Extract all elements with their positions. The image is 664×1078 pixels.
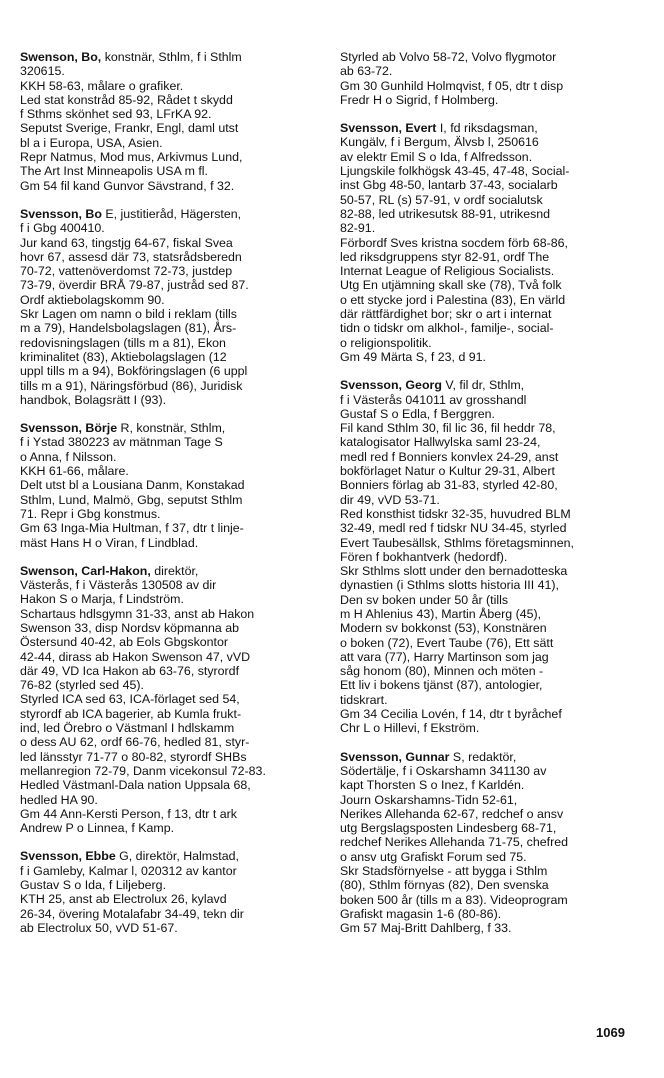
entry-text: mellanregion 72-79, Danm vicekonsul 72-83.	[20, 763, 266, 778]
entry-line	[20, 750, 320, 764]
entry-text: G, direktör, Halmstad,	[115, 849, 239, 864]
entry-line	[340, 893, 645, 907]
entry-line	[340, 221, 645, 235]
entry-line	[20, 79, 320, 93]
entry-text: (80), Sthlm förnyas (82), Den svenska	[340, 878, 549, 893]
entry-line	[340, 521, 645, 535]
entry-text: 26-34, övering Motalafabr 34-49, tekn dir	[20, 906, 244, 921]
entry-text: Gm 63 Inga-Mia Hultman, f 37, dtr t linje-	[20, 521, 244, 536]
entry-line	[20, 907, 320, 921]
entry-line	[340, 807, 645, 821]
entry-text: av elektr Emil S o Ida, f Alfredsson.	[340, 149, 533, 164]
entry-line	[340, 507, 645, 521]
entry-text: inst Gbg 48-50, lantarb 37-43, socialarb	[340, 178, 558, 193]
entry-line	[20, 150, 320, 164]
entry-line	[20, 278, 320, 292]
biography-entry	[20, 564, 320, 836]
entry-text: Hedled Västmanl-Dala nation Uppsala 68,	[20, 778, 251, 793]
entry-line	[20, 93, 320, 107]
entry-text: 70-72, vattenöverdomst 72-73, justdep	[20, 264, 233, 279]
entry-text: Skr Sthlms slott under den bernadotteska	[340, 564, 568, 579]
biography-entry	[340, 50, 645, 107]
entry-text: Chr L o Hillevi, f Ekström.	[340, 721, 480, 736]
entry-line	[340, 264, 645, 278]
entry-text: medl red f Bonniers konvlex 24-29, anst	[340, 449, 559, 464]
entry-text: Skr Stadsförnyelse - att bygga i Sthlm	[340, 864, 548, 879]
entry-line	[20, 578, 320, 592]
entry-line	[20, 849, 320, 863]
entry-text: Gm 54 fil kand Gunvor Sävstrand, f 32.	[20, 178, 235, 193]
entry-line	[20, 478, 320, 492]
entry-line	[340, 236, 645, 250]
entry-text: bokförlaget Natur o Kultur 29-31, Albert	[340, 464, 555, 479]
entry-line	[340, 79, 645, 93]
right-column	[340, 50, 645, 950]
entry-line	[20, 450, 320, 464]
entry-text: mäst Hans H o Viran, f Lindblad.	[20, 535, 199, 550]
entry-text: Fil kand Sthlm 30, fil lic 36, fil heddr 78,	[340, 421, 556, 436]
entry-text: 82-88, led utrikesutsk 88-91, utrikesnd	[340, 206, 551, 221]
entry-line	[340, 564, 645, 578]
entry-text: utg Bergslagsposten Lindesberg 68-71,	[340, 821, 557, 836]
entry-text: 76-82 (styrled sed 45).	[20, 678, 144, 693]
biography-entry	[340, 378, 645, 735]
entry-text: Västerås, f i Västerås 130508 av dir	[20, 578, 217, 593]
entry-text: 50-57, RL (s) 57-91, v ordf socialutsk	[340, 192, 543, 207]
entry-text: 42-44, dirass ab Hakon Swenson 47, vVD	[20, 649, 251, 664]
entry-text: Kungälv, f i Bergum, Älvsb l, 250616	[340, 135, 539, 150]
entry-line	[20, 421, 320, 435]
entry-text: Jur kand 63, tingstjg 64-67, fiskal Svea	[20, 235, 233, 250]
entry-text: Journ Oskarshamns-Tidn 52-61,	[340, 792, 518, 807]
entry-text: redovisningslagen (tills m a 81), Ekon	[20, 335, 226, 350]
biography-entry	[20, 207, 320, 407]
entry-text: led riksdgruppens styr 82-91, ordf The	[340, 249, 550, 264]
entry-line	[20, 250, 320, 264]
entry-text: Gm 57 Maj-Britt Dahlberg, f 33.	[340, 921, 512, 936]
entry-text: tills m a 91), Näringsförbud (86), Juridisk	[20, 378, 243, 393]
entry-line	[20, 336, 320, 350]
biography-entry	[20, 421, 320, 550]
entry-line	[340, 50, 645, 64]
entry-line	[340, 721, 645, 735]
entry-line	[340, 93, 645, 107]
entry-line	[340, 164, 645, 178]
entry-line	[340, 550, 645, 564]
entry-text: bl a i Europa, USA, Asien.	[20, 135, 163, 150]
entry-line	[20, 807, 320, 821]
entry-line	[20, 393, 320, 407]
entry-text: o religionspolitik.	[340, 335, 432, 350]
entry-text: o ansv utg Grafiskt Forum sed 75.	[340, 849, 527, 864]
entry-name: Svensson, Evert	[340, 121, 437, 136]
entry-line	[340, 393, 645, 407]
entry-text: direktör,	[150, 563, 199, 578]
entry-line	[340, 450, 645, 464]
entry-text: KTH 25, anst ab Electrolux 26, kylavd	[20, 892, 227, 907]
entry-text: såg honom (80), Minnen och möten -	[340, 664, 544, 679]
entry-line	[340, 207, 645, 221]
entry-text: redchef Nerikes Allehanda 71-75, chefred	[340, 835, 568, 850]
entry-text: Sthlm, Lund, Malmö, Gbg, seputst Sthlm	[20, 492, 243, 507]
entry-line	[20, 50, 320, 64]
entry-text: Seputst Sverige, Frankr, Engl, daml utst	[20, 121, 239, 136]
entry-name: Svensson, Börje	[20, 421, 118, 436]
entry-text: Den sv boken under 50 år (tills	[340, 592, 509, 607]
entry-text: Swenson 33, disp Nordsv köpmanna ab	[20, 620, 240, 635]
entry-line	[340, 135, 645, 149]
entry-text: Gm 44 Ann-Kersti Person, f 13, dtr t ark	[20, 806, 237, 821]
entry-line	[340, 578, 645, 592]
entry-line	[340, 178, 645, 192]
entry-text: Styrled ICA sed 63, ICA-förlaget sed 54,	[20, 692, 240, 707]
entry-text: tidn o tidskr om alkhol-, familje-, social-	[340, 321, 554, 336]
entry-name: Svensson, Bo	[20, 206, 102, 221]
entry-line	[340, 64, 645, 78]
entry-line	[340, 636, 645, 650]
entry-line	[340, 593, 645, 607]
entry-text: Fredr H o Sigrid, f Holmberg.	[340, 92, 499, 107]
entry-text: Skr Lagen om namn o bild i reklam (tills	[20, 307, 237, 322]
biography-entry	[340, 121, 645, 364]
entry-text: styrordf ab ICA bagerier, ab Kumla frukt-	[20, 706, 242, 721]
entry-text: Hakon S o Marja, f Lindström.	[20, 592, 184, 607]
entry-text: Styrled ab Volvo 58-72, Volvo flygmotor	[340, 50, 557, 64]
entry-text: m a 79), Handelsbolagslagen (81), Års-	[20, 321, 237, 336]
entry-text: Förbordf Sves kristna socdem förb 68-86,	[340, 235, 568, 250]
entry-text: 32-49, medl red f tidskr NU 34-45, styrled	[340, 521, 567, 536]
biography-entry	[340, 750, 645, 936]
entry-text: handbok, Bolagsrätt I (93).	[20, 392, 167, 407]
entry-text: att vara (77), Harry Martinson som jag	[340, 649, 549, 664]
entry-text: R, konstnär, Sthlm,	[117, 421, 226, 436]
entry-text: I, fd riksdagsman,	[436, 121, 538, 136]
entry-line	[340, 921, 645, 935]
entry-line	[20, 721, 320, 735]
entry-text: Ett liv i bokens tjänst (87), antologier,	[340, 678, 543, 693]
entry-line	[20, 778, 320, 792]
entry-text: Gustaf S o Edla, f Berggren.	[340, 406, 495, 421]
entry-line	[20, 507, 320, 521]
entry-text: katalogisator Hallwylska saml 23-24,	[340, 435, 541, 450]
entry-line	[20, 179, 320, 193]
entry-line	[20, 664, 320, 678]
entry-text: hovr 67, assesd där 73, statsrådsberedn	[20, 249, 242, 264]
entry-text: Internat League of Religious Socialists.	[340, 264, 555, 279]
entry-line	[20, 207, 320, 221]
entry-line	[340, 778, 645, 792]
entry-text: Repr Natmus, Mod mus, Arkivmus Lund,	[20, 150, 243, 165]
entry-line	[20, 735, 320, 749]
entry-text: Gm 30 Gunhild Holmqvist, f 05, dtr t disp	[340, 78, 564, 93]
entry-line	[20, 692, 320, 706]
entry-line	[340, 650, 645, 664]
entry-text: dir 49, vVD 53-71.	[340, 492, 440, 507]
entry-line	[20, 64, 320, 78]
entry-line	[340, 421, 645, 435]
entry-text: uppl tills m a 94), Bokföringslagen (6 uppl	[20, 364, 248, 379]
entry-line	[20, 435, 320, 449]
entry-text: Gm 49 Märta S, f 23, d 91.	[340, 349, 487, 364]
entry-text: ab 63-72.	[340, 64, 393, 79]
entry-line	[340, 407, 645, 421]
entry-line	[340, 878, 645, 892]
entry-name: Svensson, Ebbe	[20, 849, 116, 864]
entry-text: Södertälje, f i Oskarshamn 341130 av	[340, 763, 547, 778]
entry-line	[20, 136, 320, 150]
entry-text: ind, led Örebro o Västmanl I hdlskamm	[20, 721, 235, 736]
entry-text: boken 500 år (tills m a 83). Videoprogram	[340, 892, 568, 907]
entry-line	[20, 293, 320, 307]
entry-line	[340, 378, 645, 392]
entry-text: kapt Thorsten S o Inez, f Karldén.	[340, 778, 525, 793]
entry-line	[340, 707, 645, 721]
entry-line	[20, 121, 320, 135]
entry-text: E, justitieråd, Hägersten,	[101, 206, 242, 221]
entry-name: Svensson, Georg	[340, 378, 442, 393]
entry-line	[20, 764, 320, 778]
entry-line	[20, 236, 320, 250]
entry-line	[20, 621, 320, 635]
entry-text: dynastien (i Sthlms slotts historia III 41),	[340, 578, 559, 593]
entry-line	[20, 878, 320, 892]
entry-text: Nerikes Allehanda 62-67, redchef o ansv	[340, 806, 564, 821]
entry-text: o boken (72), Evert Taube (76), Ett sätt	[340, 635, 554, 650]
entry-line	[340, 478, 645, 492]
entry-text: där 49, VD Ica Hakon ab 63-76, styrordf	[20, 663, 240, 678]
entry-text: Östersund 40-42, ab Eols Gbgskontor	[20, 635, 229, 650]
entry-text: 320615.	[20, 64, 65, 79]
entry-text: där rättfärdighet bor; skr o art i internat	[340, 307, 552, 322]
entry-text: f Sthms skönhet sed 93, LFrKA 92.	[20, 107, 212, 122]
entry-text: Delt utst bl a Lousiana Danm, Konstakad	[20, 478, 245, 493]
entry-line	[340, 493, 645, 507]
entry-line	[20, 864, 320, 878]
entry-line	[20, 264, 320, 278]
entry-line	[20, 607, 320, 621]
entry-line	[340, 193, 645, 207]
entry-line	[20, 650, 320, 664]
entry-text: m H Ahlenius 43), Martin Åberg (45),	[340, 606, 542, 621]
entry-text: 73-79, överdir BRÅ 79-87, justråd sed 87.	[20, 278, 249, 293]
entry-line	[20, 793, 320, 807]
entry-line	[20, 364, 320, 378]
entry-text: Red konsthist tidskr 32-35, huvudred BLM	[340, 506, 571, 521]
entry-line	[20, 678, 320, 692]
entry-text: KKH 61-66, målare.	[20, 464, 129, 479]
entry-text: Ljungskile folkhögsk 43-45, 47-48, Social-	[340, 164, 570, 179]
entry-line	[20, 493, 320, 507]
entry-text: Gustav S o Ida, f Liljeberg.	[20, 878, 167, 893]
entry-line	[20, 379, 320, 393]
biography-entry	[20, 849, 320, 935]
entry-line	[20, 536, 320, 550]
entry-line	[20, 221, 320, 235]
entry-text: Fören f bokhantverk (hedordf).	[340, 549, 508, 564]
entry-line	[20, 564, 320, 578]
entry-text: hedled HA 90.	[20, 792, 98, 807]
entry-line	[340, 864, 645, 878]
entry-line	[340, 121, 645, 135]
entry-text: Grafiskt magasin 1-6 (80-86).	[340, 906, 502, 921]
entry-text: Bonniers förlag ab 31-83, styrled 42-80,	[340, 478, 558, 493]
entry-text: Modern sv bokkonst (53), Konstnären	[340, 621, 547, 636]
entry-line	[20, 350, 320, 364]
entry-line	[340, 835, 645, 849]
entry-line	[340, 764, 645, 778]
entry-text: o dess AU 62, ordf 66-76, hedled 81, styr-	[20, 735, 250, 750]
entry-line	[20, 307, 320, 321]
entry-line	[340, 750, 645, 764]
entry-line	[340, 464, 645, 478]
entry-line	[340, 321, 645, 335]
entry-text: o Anna, f Nilsson.	[20, 449, 117, 464]
entry-line	[20, 707, 320, 721]
entry-line	[340, 821, 645, 835]
entry-line	[340, 664, 645, 678]
entry-text: Evert Taubesällsk, Sthlms företagsminnen,	[340, 535, 574, 550]
entry-text: tidskrart.	[340, 692, 388, 707]
entry-text: 71. Repr i Gbg konstmus.	[20, 506, 161, 521]
entry-text: 82-91.	[340, 221, 376, 236]
entry-text: ab Electrolux 50, vVD 51-67.	[20, 920, 178, 935]
entry-text: f i Gbg 400410.	[20, 221, 105, 236]
entry-text: f i Gamleby, Kalmar l, 020312 av kantor	[20, 863, 237, 878]
entry-name: Swenson, Carl-Hakon,	[20, 563, 151, 578]
entry-line	[340, 607, 645, 621]
entry-line	[20, 107, 320, 121]
entry-text: led länsstyr 71-77 o 80-82, styrordf SHBs	[20, 749, 247, 764]
page-number: 1069	[596, 1025, 625, 1040]
entry-line	[340, 307, 645, 321]
entry-text: f i Västerås 041011 av grosshandl	[340, 392, 527, 407]
entry-line	[20, 521, 320, 535]
entry-line	[340, 278, 645, 292]
entry-text: Utg En utjämning skall ske (78), Två folk	[340, 278, 562, 293]
entry-text: f i Ystad 380223 av mätnman Tage S	[20, 435, 223, 450]
biography-entry	[20, 50, 320, 193]
entry-text: kriminalitet (83), Aktiebolagslagen (12	[20, 349, 227, 364]
entry-text: konstnär, Sthlm, f i Sthlm	[101, 50, 242, 64]
entry-line	[20, 821, 320, 835]
entry-line	[20, 921, 320, 935]
entry-text: KKH 58-63, målare o grafiker.	[20, 78, 184, 93]
entry-text: Andrew P o Linnea, f Kamp.	[20, 821, 175, 836]
entry-name: Swenson, Bo,	[20, 50, 102, 64]
entry-line	[340, 850, 645, 864]
entry-line	[340, 435, 645, 449]
left-column	[20, 50, 320, 949]
entry-text: The Art Inst Minneapolis USA m fl.	[20, 164, 209, 179]
entry-line	[340, 678, 645, 692]
entry-line	[340, 693, 645, 707]
entry-line	[340, 621, 645, 635]
entry-text: V, fil dr, Sthlm,	[441, 378, 525, 393]
entry-text: Led stat konstråd 85-92, Rådet t skydd	[20, 92, 233, 107]
entry-text: Ordf aktiebolagskomm 90.	[20, 292, 165, 307]
entry-line	[340, 536, 645, 550]
entry-line	[20, 164, 320, 178]
entry-line	[20, 892, 320, 906]
entry-line	[340, 150, 645, 164]
entry-line	[340, 350, 645, 364]
entry-line	[340, 293, 645, 307]
entry-line	[20, 464, 320, 478]
entry-line	[340, 793, 645, 807]
entry-line	[340, 336, 645, 350]
entry-text: o ett stycke jord i Palestina (83), En värld	[340, 292, 566, 307]
entry-line	[20, 592, 320, 606]
entry-text: S, redaktör,	[449, 749, 517, 764]
entry-line	[340, 907, 645, 921]
entry-line	[20, 321, 320, 335]
entry-name: Svensson, Gunnar	[340, 749, 450, 764]
entry-text: Schartaus hdlsgymn 31-33, anst ab Hakon	[20, 606, 255, 621]
entry-line	[20, 635, 320, 649]
entry-text: Gm 34 Cecilia Lovén, f 14, dtr t byråchef	[340, 707, 562, 722]
entry-line	[340, 250, 645, 264]
